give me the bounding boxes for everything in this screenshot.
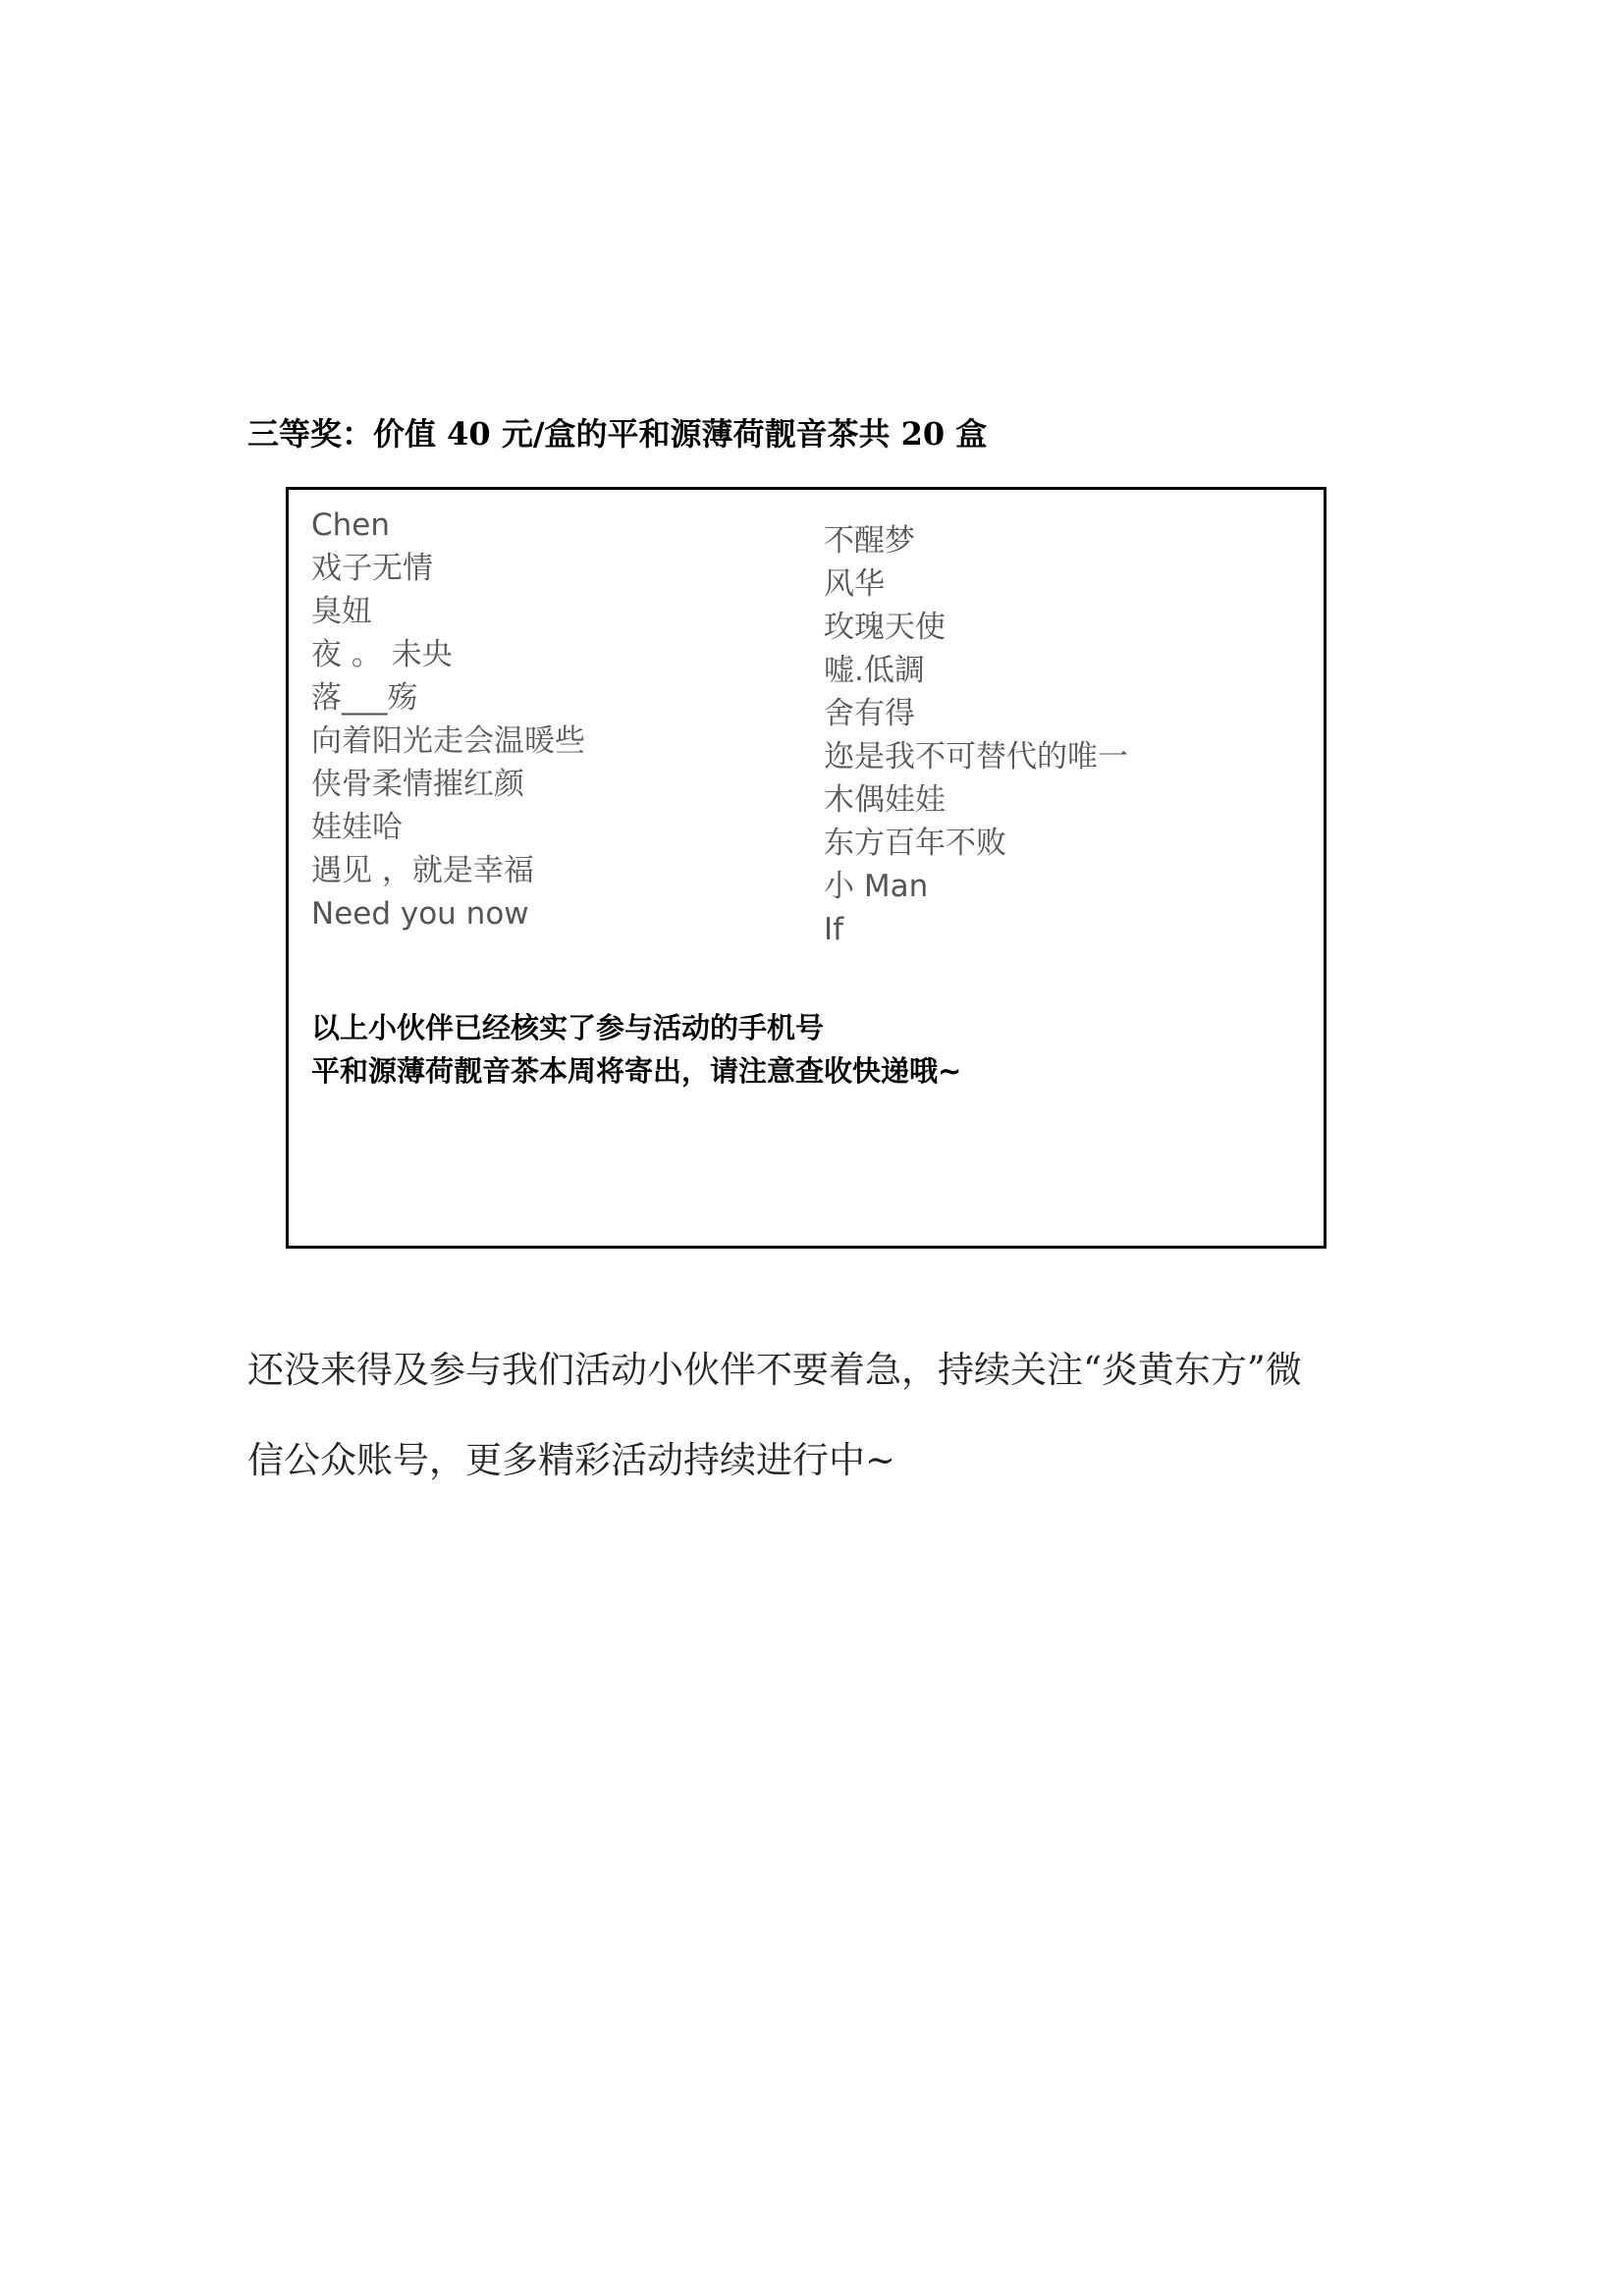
winner-name: 玫瑰天使 [824,610,946,645]
winner-name: If [824,912,844,947]
winner-name: 嘘.低調 [824,653,925,688]
winner-name: 向着阳光走会温暖些 [311,723,585,759]
winner-name: 舍有得 [824,696,915,731]
winner-list-right [824,519,1128,951]
winner-name: 不醒梦 [824,523,915,559]
winner-name: 侠骨柔情摧红颜 [311,767,524,802]
winner-list-box [286,487,1326,1249]
note-line: 以上小伙伴已经核实了参与活动的手机号 [311,1011,825,1044]
winner-name: 戏子无情 [311,551,433,586]
winner-name: 风华 [824,566,885,602]
winner-name: 夜 。 未央 [311,637,453,672]
winner-name: 遇见 ，就是幸福 [311,853,534,888]
winner-name: Chen [311,507,391,543]
winner-name: 臭妞 [311,594,372,629]
paragraph-line: 还没来得及参与我们活动小伙伴不要着急，持续关注“炎黄东方”微 [247,1349,1302,1391]
verification-note [311,1006,961,1093]
winner-name: 娃娃哈 [311,810,403,845]
winner-name: 木偶娃娃 [824,782,946,818]
winner-list-left [311,504,585,935]
note-line: 平和源薄荷靓音茶本周将寄出，请注意查收快递哦~ [311,1054,962,1088]
winner-name: 东方百年不败 [824,826,1006,861]
winner-name: 迩是我不可替代的唯一 [824,739,1128,774]
winner-name: Need you now [311,896,529,932]
paragraph-line: 信公众账号，更多精彩活动持续进行中~ [247,1439,896,1481]
winner-name: 落___殇 [311,680,418,716]
winner-name: 小 Man [824,869,929,904]
follow-paragraph [247,1325,1406,1506]
prize-heading: 三等奖：价值 40 元/盒的平和源薄荷靓音茶共 20 盒 [247,415,988,453]
